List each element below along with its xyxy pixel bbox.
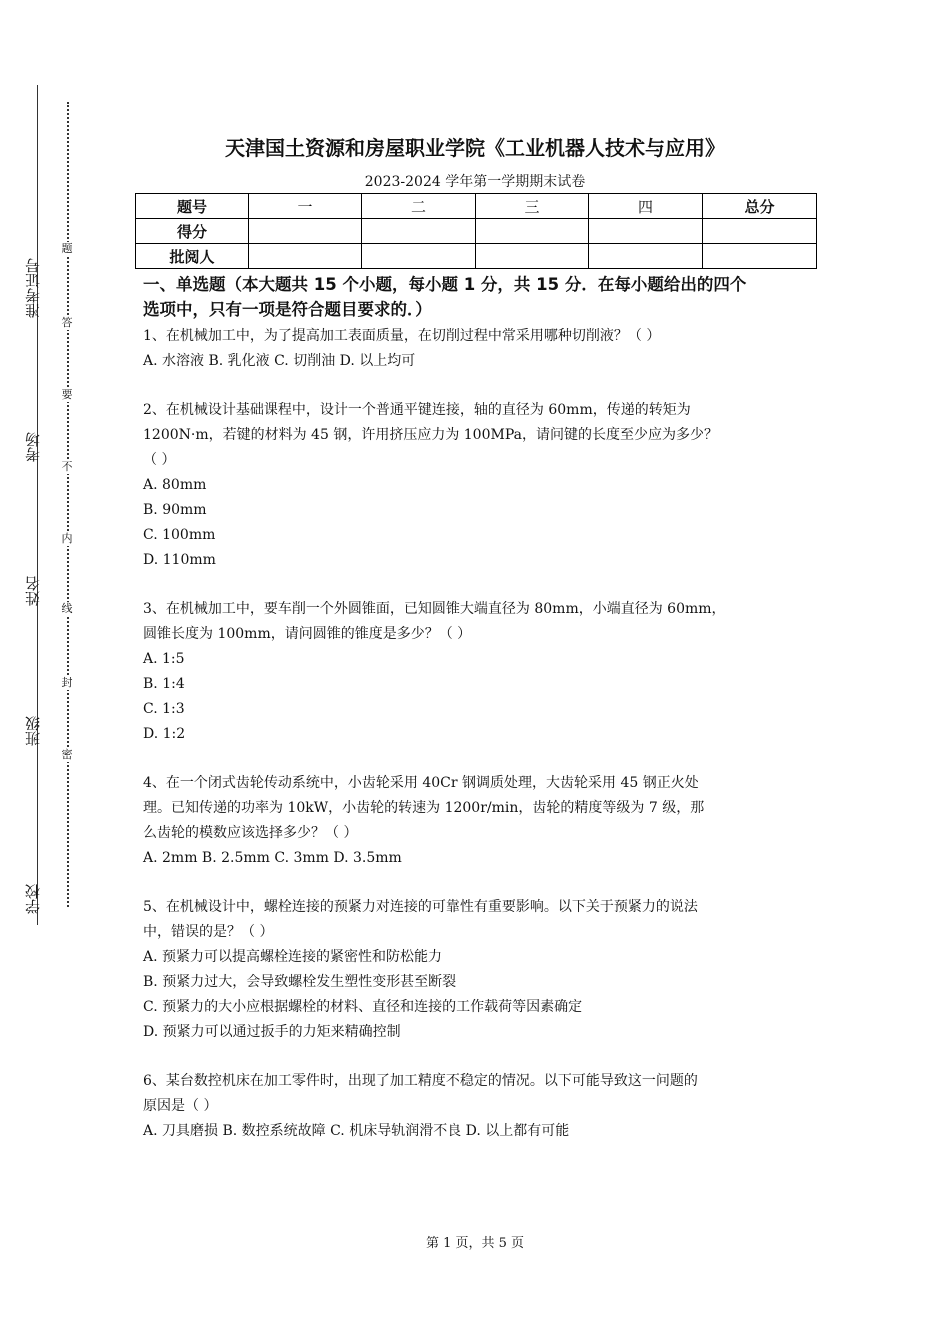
binding-line	[37, 85, 38, 925]
score-table-header-row	[136, 194, 817, 219]
page-number: 第 1 页，共 5 页	[425, 1236, 525, 1251]
question-text: 1、在机械加工中，为了提高加工表面质量，在切削过程中常采用哪种切削液？（ ）	[143, 328, 661, 344]
question-2	[143, 398, 813, 573]
grader-cell	[249, 244, 362, 269]
table-header-cell: 二	[362, 194, 476, 219]
seal-char: 密	[61, 748, 73, 761]
score-cell	[703, 219, 817, 244]
seal-char: 线	[61, 602, 73, 615]
option-d: D. 1:2	[143, 726, 186, 742]
seal-char: 题	[61, 242, 73, 255]
grader-cell	[703, 244, 817, 269]
seal-dotted-line	[67, 102, 69, 907]
question-options: A. 2mm B. 2.5mm C. 3mm D. 3.5mm	[143, 850, 402, 866]
option-d: D. 预紧力可以通过扳手的力矩来精确控制	[143, 1024, 401, 1040]
row-label: 批阅人	[136, 244, 249, 269]
table-header-cell: 三	[476, 194, 589, 219]
question-1	[143, 324, 813, 374]
option-d: D. 110mm	[143, 552, 216, 568]
option-c: C. 1:3	[143, 701, 185, 717]
question-6	[143, 1069, 813, 1144]
option-a: A. 1:5	[143, 651, 185, 667]
question-text: 么齿轮的模数应该选择多少？（ ）	[143, 825, 358, 841]
seal-char: 内	[61, 532, 73, 545]
question-text: 3、在机械加工中，要车削一个外圆锥面，已知圆锥大端直径为 80mm，小端直径为 60mm，	[143, 601, 726, 617]
question-5	[143, 895, 813, 1045]
option-c: C. 100mm	[143, 527, 216, 543]
question-text: 1200N·m，若键的材料为 45 钢，许用挤压应力为 100MPa，请问键的长度至少应为多少？	[143, 427, 718, 443]
question-text: 理。已知传递的功率为 10kW，小齿轮的转速为 1200r/min，齿轮的精度等级为 7 级，那	[143, 800, 705, 816]
grader-cell	[589, 244, 703, 269]
grader-cell	[362, 244, 476, 269]
option-b: B. 预紧力过大，会导致螺栓发生塑性变形甚至断裂	[143, 974, 457, 990]
margin-field-class: 班级	[24, 716, 42, 746]
option-a: A. 80mm	[143, 477, 207, 493]
question-text: 5、在机械设计中，螺栓连接的预紧力对连接的可靠性有重要影响。以下关于预紧力的说法	[143, 899, 698, 915]
margin-field-school: 学校	[24, 884, 42, 914]
score-row	[136, 219, 817, 244]
option-b: B. 90mm	[143, 502, 207, 518]
table-header-cell: 一	[249, 194, 362, 219]
table-header-cell: 四	[589, 194, 703, 219]
question-4	[143, 771, 813, 871]
score-cell	[362, 219, 476, 244]
margin-field-exam-number: 准考证号	[24, 258, 42, 318]
score-table	[135, 193, 817, 269]
grader-row	[136, 244, 817, 269]
option-b: B. 1:4	[143, 676, 185, 692]
row-label: 得分	[136, 219, 249, 244]
question-text: 6、某台数控机床在加工零件时，出现了加工精度不稳定的情况。以下可能导致这一问题的	[143, 1073, 698, 1089]
question-options: A. 刀具磨损 B. 数控系统故障 C. 机床导轨润滑不良 D. 以上都有可能	[143, 1123, 570, 1139]
question-text: 4、在一个闭式齿轮传动系统中，小齿轮采用 40Cr 钢调质处理，大齿轮采用 45 钢正火处	[143, 775, 699, 791]
option-c: C. 预紧力的大小应根据螺栓的材料、直径和连接的工作载荷等因素确定	[143, 999, 583, 1015]
grader-cell	[476, 244, 589, 269]
exam-title: 天津国土资源和房屋职业学院《工业机器人技术与应用》	[225, 136, 725, 160]
exam-subtitle: 2023-2024 学年第一学期期末试卷	[364, 174, 586, 190]
seal-char: 答	[61, 316, 73, 329]
question-text: 圆锥长度为 100mm，请问圆锥的锥度是多少？（ ）	[143, 626, 472, 642]
score-cell	[476, 219, 589, 244]
question-3	[143, 597, 813, 747]
section-heading: 一、单选题（本大题共 15 个小题，每小题 1 分，共 15 分．在每小题给出的四个 选项中，只有一项是符合题目要求的．）	[143, 275, 747, 319]
question-text: （ ）	[143, 452, 176, 468]
score-cell	[589, 219, 703, 244]
margin-field-exam-room: 考场	[24, 432, 42, 462]
score-cell	[249, 219, 362, 244]
seal-char: 不	[61, 460, 73, 473]
table-header-cell: 题号	[136, 194, 249, 219]
question-text: 原因是（ ）	[143, 1098, 218, 1114]
table-header-cell: 总分	[703, 194, 817, 219]
question-options: A. 水溶液 B. 乳化液 C. 切削油 D. 以上均可	[143, 353, 416, 369]
exam-content	[143, 272, 813, 1144]
option-a: A. 预紧力可以提高螺栓连接的紧密性和防松能力	[143, 949, 443, 965]
question-text: 中，错误的是？（ ）	[143, 924, 274, 940]
question-text: 2、在机械设计基础课程中，设计一个普通平键连接，轴的直径为 60mm，传递的转矩为	[143, 402, 691, 418]
seal-char: 封	[61, 676, 73, 689]
margin-field-name: 姓名	[24, 576, 42, 606]
seal-char: 要	[61, 388, 73, 401]
